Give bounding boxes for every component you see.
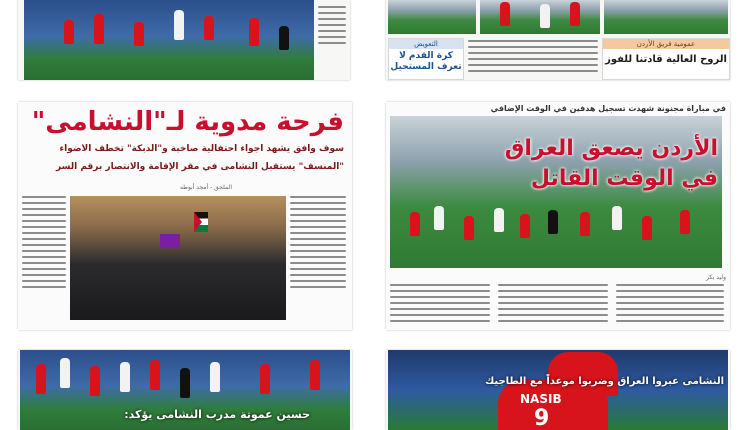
text-line	[290, 196, 346, 198]
box-headline: كرة القدم لا تعرف المستحيل	[390, 51, 462, 72]
text-line	[22, 274, 66, 276]
player	[94, 14, 104, 44]
box-headline: الروح العالية قادتنا للفوز	[605, 54, 727, 65]
text-line	[468, 52, 598, 54]
text-line	[318, 42, 346, 44]
text-line	[498, 308, 608, 310]
text-line	[498, 320, 608, 322]
mid-left-col-a	[22, 196, 66, 288]
text-line	[318, 24, 346, 26]
text-line	[616, 290, 724, 292]
top-left-text-column	[318, 6, 346, 44]
text-line	[468, 40, 598, 42]
text-line	[22, 226, 66, 228]
top-right-photo-1	[388, 0, 476, 34]
text-line	[290, 226, 346, 228]
mid-left-article	[18, 102, 352, 330]
player	[548, 210, 558, 234]
article-subhead-1: سوف وافق يشهد أجواء احتفالية صاخبة و"الدبكة" تخطف الأضواء	[59, 144, 344, 154]
article-kicker: في مباراة مجنونة شهدت تسجيل هدفين في الوقت الإضافي	[490, 104, 726, 113]
mid-right-photo	[390, 116, 722, 268]
badge-label: عمومية فريق الأردن	[603, 39, 729, 49]
article-headline: حسين عموتة مدرب النشامى يؤكد:	[124, 408, 310, 421]
text-line	[616, 320, 724, 322]
text-line	[22, 280, 66, 282]
top-right-photo-3	[604, 0, 728, 34]
top-right-text-column	[468, 40, 598, 72]
player	[249, 18, 259, 46]
player	[494, 208, 504, 232]
article-headline: النشامى عبروا العراق وضربوا موعداً مع الطاجيك	[485, 376, 724, 387]
player	[134, 22, 144, 46]
text-line	[390, 314, 490, 316]
text-line	[468, 46, 598, 48]
mid-right-col-b	[498, 284, 608, 322]
celebration-photo	[70, 196, 286, 320]
player	[612, 206, 622, 230]
player	[680, 210, 690, 234]
text-line	[290, 268, 346, 270]
text-line	[390, 320, 490, 322]
text-line	[290, 280, 346, 282]
text-line	[468, 64, 598, 66]
player	[410, 212, 420, 236]
top-right-box-right	[602, 38, 730, 80]
top-right-box-left	[388, 38, 464, 80]
text-line	[22, 244, 66, 246]
text-line	[498, 314, 608, 316]
text-line	[616, 284, 724, 286]
byline: الملحق - أمجد أبوطه	[179, 184, 232, 191]
player	[279, 26, 289, 50]
player	[570, 2, 580, 26]
top-right-photo-2	[480, 0, 600, 34]
text-line	[22, 202, 66, 204]
text-line	[290, 244, 346, 246]
bottom-left-article	[18, 350, 352, 430]
text-line	[22, 220, 66, 222]
text-line	[22, 238, 66, 240]
top-right-article	[386, 0, 730, 80]
player	[500, 2, 510, 26]
flag	[160, 234, 180, 248]
text-line	[290, 238, 346, 240]
text-line	[290, 202, 346, 204]
text-line	[318, 18, 346, 20]
player	[36, 364, 46, 394]
text-line	[498, 296, 608, 298]
player-number: 9	[534, 406, 550, 430]
text-line	[318, 6, 346, 8]
text-line	[498, 290, 608, 292]
player	[540, 4, 550, 28]
text-line	[616, 308, 724, 310]
text-line	[22, 208, 66, 210]
player	[64, 20, 74, 44]
headline-line-1: الأردن يصعق العراق	[504, 136, 718, 161]
text-line	[390, 290, 490, 292]
bottom-left-photo	[20, 350, 350, 430]
article-headline: فرحة مدوية لـ"النشامى"	[31, 107, 344, 137]
text-line	[616, 302, 724, 304]
text-line	[390, 284, 490, 286]
text-line	[318, 30, 346, 32]
byline: وليد بكر	[706, 274, 726, 281]
flag-triangle	[194, 212, 202, 232]
player	[642, 216, 652, 240]
badge-label: التعويض	[389, 39, 463, 49]
text-line	[390, 302, 490, 304]
text-line	[22, 232, 66, 234]
bottom-right-article	[386, 350, 730, 430]
player	[150, 360, 160, 390]
text-line	[290, 208, 346, 210]
text-line	[290, 220, 346, 222]
text-line	[22, 196, 66, 198]
top-left-article	[18, 0, 350, 80]
text-line	[390, 308, 490, 310]
headline-line-2: في الوقت القاتل	[530, 166, 718, 191]
text-line	[318, 36, 346, 38]
player	[60, 358, 70, 388]
text-line	[290, 214, 346, 216]
player	[120, 362, 130, 392]
top-left-photo	[24, 0, 314, 80]
mid-right-article	[386, 102, 730, 330]
bottom-right-photo	[388, 350, 728, 430]
text-line	[498, 284, 608, 286]
text-line	[22, 214, 66, 216]
text-line	[290, 262, 346, 264]
text-line	[22, 250, 66, 252]
text-line	[616, 296, 724, 298]
text-line	[468, 58, 598, 60]
player	[434, 206, 444, 230]
text-line	[390, 296, 490, 298]
player	[174, 10, 184, 40]
text-line	[22, 268, 66, 270]
text-line	[498, 302, 608, 304]
player	[310, 360, 320, 390]
player	[464, 216, 474, 240]
player-name: NASIB	[520, 392, 562, 406]
mid-right-col-c	[616, 284, 724, 322]
player	[210, 362, 220, 392]
text-line	[22, 256, 66, 258]
player	[180, 368, 190, 398]
player-shirt	[548, 352, 618, 396]
text-line	[290, 232, 346, 234]
player	[204, 16, 214, 40]
article-subhead-2: "المنسف" يستقبل النشامى في مقر الإقامة والانتصار برقم السر	[56, 162, 344, 172]
text-line	[22, 262, 66, 264]
text-line	[616, 314, 724, 316]
player	[90, 366, 100, 396]
text-line	[318, 12, 346, 14]
player	[520, 214, 530, 238]
text-line	[290, 274, 346, 276]
text-line	[22, 286, 66, 288]
mid-right-col-a	[390, 284, 490, 322]
player	[260, 364, 270, 394]
text-line	[290, 286, 346, 288]
player	[580, 212, 590, 236]
mid-left-col-b	[290, 196, 346, 288]
text-line	[290, 250, 346, 252]
text-line	[468, 70, 598, 72]
text-line	[290, 256, 346, 258]
